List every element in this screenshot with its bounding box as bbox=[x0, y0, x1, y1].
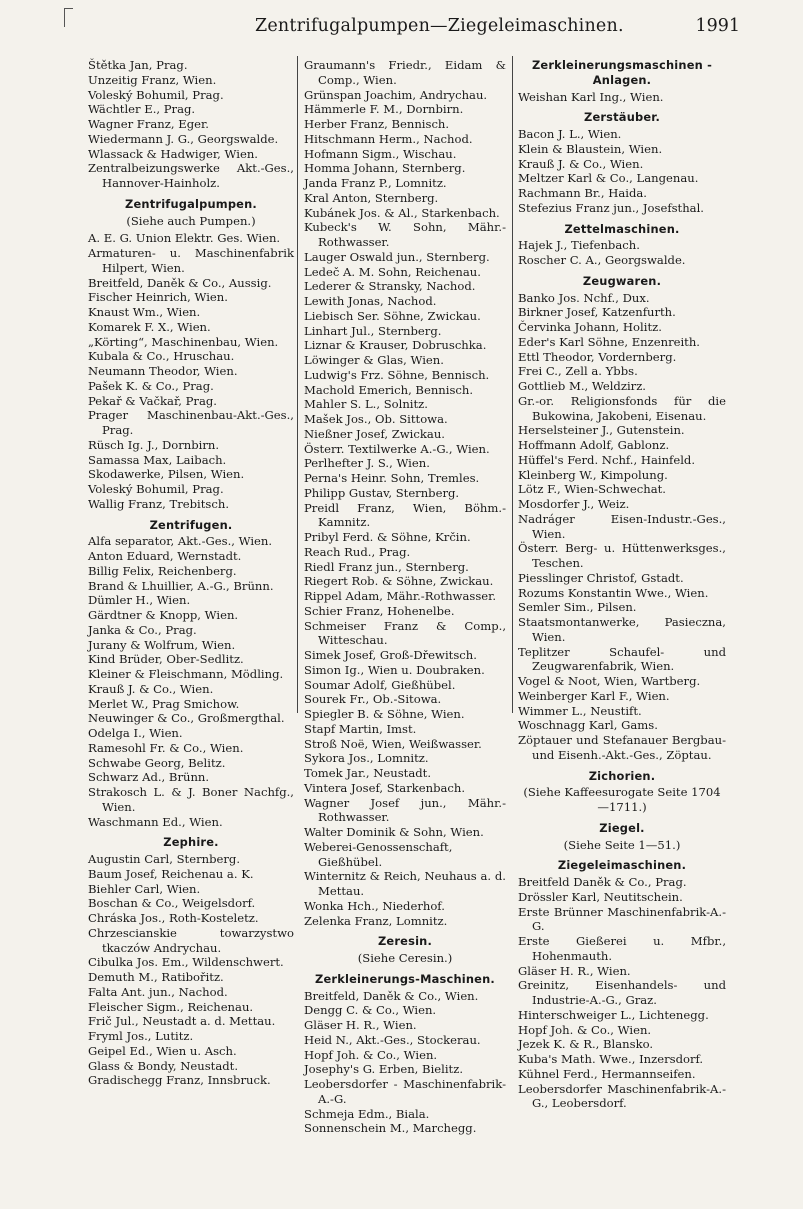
section-heading: Ziegel. bbox=[599, 820, 645, 835]
directory-entry: Klein & Blaustein, Wien. bbox=[518, 141, 663, 156]
section-cross-reference: (Siehe Seite 1—51.) bbox=[563, 837, 681, 852]
directory-entry: Armaturen- u. Maschinenfabrik Hilpert, Wien. bbox=[88, 246, 294, 275]
directory-entry: Leobersdorfer - Maschinenfabrik-A.-G. bbox=[304, 1077, 506, 1106]
directory-entry: Zentralbeizungswerke Akt.-Ges., Hannover-Hainholz. bbox=[88, 161, 294, 190]
directory-entry: Knaust Wm., Wien. bbox=[88, 305, 201, 319]
section-heading: Zeresin. bbox=[377, 934, 433, 949]
directory-entry: Philipp Gustav, Sternberg. bbox=[304, 485, 460, 500]
running-title: Zentrifugalpumpen—Ziegeleimaschinen. bbox=[255, 16, 624, 36]
directory-entry: Stapf Martin, Imst. bbox=[304, 721, 417, 736]
directory-entry: Perna's Heinr. Sohn, Tremles. bbox=[304, 471, 480, 485]
section-heading: Zerkleinerungs-Maschinen. bbox=[315, 971, 495, 986]
directory-entry: Hämmerle F. M., Dornbirn. bbox=[304, 102, 464, 117]
directory-entry: Herber Franz, Bennisch. bbox=[304, 117, 450, 131]
directory-entry: Rachmann Br., Haida. bbox=[518, 186, 647, 200]
directory-entry: Reach Rud., Prag. bbox=[304, 544, 411, 559]
directory-entry: Graumann's Friedr., Eidam & Comp., Wien. bbox=[304, 58, 506, 87]
directory-entry: Josephy's G. Erben, Bielitz. bbox=[304, 1062, 464, 1077]
section-cross-reference: (Siehe Kaffeesurogate Seite 1704—1711.) bbox=[523, 785, 721, 814]
directory-entry: Červinka Johann, Holitz. bbox=[518, 320, 662, 334]
directory-entry: Breitfeld Daněk & Co., Prag. bbox=[518, 875, 687, 889]
directory-entry: Schwarz Ad., Brünn. bbox=[88, 770, 210, 785]
directory-entry: Schwabe Georg, Belitz. bbox=[88, 755, 226, 770]
directory-entry: Kleinberg W., Kimpolung. bbox=[518, 467, 668, 482]
directory-entry: Brand & Lhuillier, A.-G., Brünn. bbox=[88, 578, 274, 593]
directory-entry: Lötz F., Wien-Schwechat. bbox=[518, 482, 666, 497]
directory-entry: Machold Emerich, Bennisch. bbox=[304, 382, 474, 397]
directory-entry: Ludwig's Frz. Söhne, Bennisch. bbox=[304, 367, 490, 382]
directory-entry: Wonka Hch., Niederhof. bbox=[304, 898, 445, 913]
directory-entry: Jezek K. & R., Blansko. bbox=[518, 1037, 654, 1052]
directory-entry: Kuba's Math. Wwe., Inzersdorf. bbox=[518, 1052, 704, 1066]
directory-entry: Chráska Jos., Roth-Kosteletz. bbox=[88, 911, 259, 925]
directory-entry: Schmeiser Franz & Comp., Witteschau. bbox=[304, 618, 506, 648]
directory-entry: Soumar Adolf, Gießhübel. bbox=[304, 677, 456, 692]
directory-entry: Pašek K. & Co., Prag. bbox=[88, 378, 214, 393]
directory-entry: Sykora Jos., Lomnitz. bbox=[304, 751, 429, 766]
directory-entry: Skodawerke, Pilsen, Wien. bbox=[88, 467, 245, 482]
directory-entry: Biehler Carl, Wien. bbox=[88, 881, 201, 896]
directory-entry: Simek Josef, Groß-Dřewitsch. bbox=[304, 648, 477, 662]
directory-entry: Mahler S. L., Solnitz. bbox=[304, 397, 428, 412]
directory-entry: Stroß Noë, Wien, Weißwasser. bbox=[304, 736, 482, 751]
directory-entry: Birkner Josef, Katzenfurth. bbox=[518, 305, 676, 320]
directory-entry: Tomek Jar., Neustadt. bbox=[304, 766, 432, 780]
directory-entry: Wächtler E., Prag. bbox=[88, 102, 196, 117]
directory-entry: Kubeck's W. Sohn, Mähr.-Rothwasser. bbox=[304, 220, 506, 249]
directory-entry: Bacon J. L., Wien. bbox=[518, 127, 622, 141]
directory-entry: Semler Sim., Pilsen. bbox=[518, 600, 637, 615]
page-corner-mark bbox=[64, 8, 73, 27]
directory-entry: „Körting“, Maschinenbau, Wien. bbox=[88, 334, 279, 349]
directory-entry: Meltzer Karl & Co., Langenau. bbox=[518, 171, 699, 186]
directory-entry: Erste Gießerei u. Mfbr., Hohenmauth. bbox=[518, 934, 726, 963]
section-heading: Zerstäuber. bbox=[583, 110, 661, 125]
directory-entry: Eder's Karl Söhne, Enzenreith. bbox=[518, 334, 700, 349]
directory-entry: Nadráger Eisen-Industr.-Ges., Wien. bbox=[518, 511, 726, 541]
directory-entry: Österr. Berg- u. Hüttenwerksges., Teschen. bbox=[518, 541, 726, 570]
directory-entry: Wagner Franz, Eger. bbox=[88, 117, 209, 131]
directory-entry: Preidl Franz, Wien, Böhm.-Kamnitz. bbox=[304, 500, 506, 530]
directory-entry: Anton Eduard, Wernstadt. bbox=[88, 549, 242, 563]
directory-entry: Jurany & Wolfrum, Wien. bbox=[88, 637, 236, 652]
section-heading: Zettelmaschinen. bbox=[564, 221, 680, 236]
directory-entry: Lewith Jonas, Nachod. bbox=[304, 294, 437, 308]
directory-entry: Drössler Karl, Neutitschein. bbox=[518, 889, 683, 904]
column-divider bbox=[297, 56, 298, 713]
directory-entry: Vintera Josef, Starkenbach. bbox=[304, 780, 466, 795]
directory-entry: Cibulka Jos. Em., Wildenschwert. bbox=[88, 955, 284, 970]
section-heading: Zerkleinerungsmaschinen - Anlagen. bbox=[531, 58, 713, 87]
directory-entry: Weishan Karl Ing., Wien. bbox=[518, 89, 664, 104]
directory-entry: Boschan & Co., Weigelsdorf. bbox=[88, 896, 256, 911]
directory-column-1 bbox=[88, 58, 294, 1088]
directory-entry: Mosdorfer J., Weiz. bbox=[518, 497, 630, 511]
directory-entry: Hoffmann Adolf, Gablonz. bbox=[518, 438, 670, 452]
directory-entry: Janka & Co., Prag. bbox=[88, 622, 197, 637]
directory-entry: Mašek Jos., Ob. Sittowa. bbox=[304, 412, 448, 426]
directory-entry: Schier Franz, Hohenelbe. bbox=[304, 603, 455, 618]
directory-entry: Rüsch Ig. J., Dornbirn. bbox=[88, 437, 220, 452]
directory-entry: Österr. Textilwerke A.-G., Wien. bbox=[304, 441, 490, 456]
directory-entry: Geipel Ed., Wien u. Asch. bbox=[88, 1043, 237, 1058]
directory-entry: Štětka Jan, Prag. bbox=[88, 58, 188, 72]
directory-entry: Winternitz & Reich, Neuhaus a. d. Mettau. bbox=[304, 869, 506, 898]
directory-entry: Rippel Adam, Mähr.-Rothwasser. bbox=[304, 589, 497, 603]
directory-entry: Lederer & Stransky, Nachod. bbox=[304, 279, 476, 294]
directory-entry: Stefezius Franz jun., Josefsthal. bbox=[518, 200, 704, 215]
directory-entry: Ettl Theodor, Vordernberg. bbox=[518, 349, 677, 364]
directory-entry: Fischer Heinrich, Wien. bbox=[88, 290, 228, 305]
directory-entry: Liznar & Krauser, Dobruschka. bbox=[304, 338, 487, 353]
directory-entry: Neuwinger & Co., Großmergthal. bbox=[88, 711, 285, 726]
section-heading: Zentrifugalpumpen. bbox=[125, 196, 257, 211]
directory-entry: Neumann Theodor, Wien. bbox=[88, 364, 238, 378]
directory-entry: Rozums Konstantin Wwe., Wien. bbox=[518, 585, 709, 600]
page-number: 1991 bbox=[695, 16, 740, 36]
directory-entry: Liebisch Ser. Söhne, Zwickau. bbox=[304, 308, 481, 323]
directory-entry: Grünspan Joachim, Andrychau. bbox=[304, 87, 488, 102]
directory-entry: Hüffel's Ferd. Nchf., Hainfeld. bbox=[518, 452, 696, 467]
section-heading: Zephire. bbox=[163, 835, 219, 850]
directory-entry: Piesslinger Christof, Gstadt. bbox=[518, 570, 684, 585]
directory-entry: Odelga I., Wien. bbox=[88, 726, 183, 740]
directory-entry: Baum Josef, Reichenau a. K. bbox=[88, 866, 254, 881]
directory-entry: Wiedermann J. G., Georgswalde. bbox=[88, 131, 279, 146]
section-cross-reference: (Siehe Ceresin.) bbox=[357, 951, 453, 965]
directory-entry: Gläser H. R., Wien. bbox=[304, 1018, 417, 1032]
directory-entry: A. E. G. Union Elektr. Ges. Wien. bbox=[88, 231, 281, 246]
section-heading: Zentrifugen. bbox=[149, 517, 233, 532]
directory-entry: Breitfeld, Daněk & Co., Wien. bbox=[304, 988, 479, 1003]
directory-entry: Heid N., Akt.-Ges., Stockerau. bbox=[304, 1032, 481, 1047]
directory-entry: Ledeč A. M. Sohn, Reichenau. bbox=[304, 264, 481, 279]
directory-entry: Löwinger & Glas, Wien. bbox=[304, 353, 444, 367]
directory-entry: Dengg C. & Co., Wien. bbox=[304, 1003, 437, 1018]
directory-entry: Simon Ig., Wien u. Doubraken. bbox=[304, 662, 485, 677]
directory-entry: Unzeitig Franz, Wien. bbox=[88, 72, 217, 87]
directory-entry: Weberei-Genossenschaft, Gießhübel. bbox=[304, 839, 453, 869]
directory-entry: Sourek Fr., Ob.-Sitowa. bbox=[304, 692, 442, 707]
directory-entry: Krauß J. & Co., Wien. bbox=[88, 681, 214, 696]
directory-entry: Pekař & Vačkař, Prag. bbox=[88, 393, 217, 408]
directory-entry: Waschmann Ed., Wien. bbox=[88, 814, 223, 829]
directory-entry: Kleiner & Fleischmann, Mödling. bbox=[88, 667, 284, 681]
directory-entry: Kind Brüder, Ober-Sedlitz. bbox=[88, 652, 244, 667]
directory-column-2 bbox=[304, 58, 506, 1136]
directory-entry: Linhart Jul., Sternberg. bbox=[304, 323, 442, 338]
directory-entry: Hajek J., Tiefenbach. bbox=[518, 238, 640, 253]
directory-entry: Frič Jul., Neustadt a. d. Mettau. bbox=[88, 1014, 276, 1029]
directory-entry: Hopf Joh. & Co., Wien. bbox=[518, 1022, 652, 1037]
directory-entry: Dümler H., Wien. bbox=[88, 593, 191, 608]
directory-entry: Wallig Franz, Trebitsch. bbox=[88, 496, 230, 511]
directory-entry: Hitschmann Herm., Nachod. bbox=[304, 131, 473, 146]
directory-entry: Gläser H. R., Wien. bbox=[518, 963, 631, 978]
directory-entry: Janda Franz P., Lomnitz. bbox=[304, 176, 447, 190]
directory-entry: Sonnenschein M., Marchegg. bbox=[304, 1121, 477, 1136]
directory-entry: Merlet W., Prag Smichow. bbox=[88, 696, 240, 711]
directory-entry: Greinitz, Eisenhandels- und Industrie-A.-G., Graz. bbox=[518, 978, 726, 1007]
directory-entry: Banko Jos. Nchf., Dux. bbox=[518, 290, 650, 305]
directory-entry: Perlhefter J. S., Wien. bbox=[304, 456, 430, 471]
directory-entry: Voleský Bohumil, Prag. bbox=[88, 87, 224, 102]
directory-entry: Homma Johann, Sternberg. bbox=[304, 161, 466, 176]
directory-entry: Teplitzer Schaufel- und Zeugwarenfabrik, Wien. bbox=[518, 644, 726, 674]
directory-entry: Wagner Josef jun., Mähr.-Rothwasser. bbox=[304, 795, 506, 825]
directory-entry: Herselsteiner J., Gutenstein. bbox=[518, 423, 685, 438]
directory-entry: Gottlieb M., Weldzirz. bbox=[518, 379, 646, 393]
directory-column-3 bbox=[518, 58, 726, 1111]
directory-entry: Roscher C. A., Georgswalde. bbox=[518, 253, 686, 267]
section-cross-reference: (Siehe auch Pumpen.) bbox=[126, 213, 256, 228]
directory-entry: Billig Felix, Reichenberg. bbox=[88, 563, 237, 578]
directory-entry: Komarek F. X., Wien. bbox=[88, 319, 211, 334]
directory-entry: Riegert Rob. & Söhne, Zwickau. bbox=[304, 574, 494, 589]
page-header bbox=[80, 16, 740, 40]
directory-entry: Woschnagg Karl, Gams. bbox=[518, 718, 658, 733]
directory-entry: Schmeja Edm., Biala. bbox=[304, 1106, 430, 1121]
directory-entry: Krauß J. & Co., Wien. bbox=[518, 156, 644, 171]
directory-entry: Kral Anton, Sternberg. bbox=[304, 190, 439, 205]
directory-entry: Falta Ant. jun., Nachod. bbox=[88, 984, 228, 999]
directory-entry: Fryml Jos., Lutitz. bbox=[88, 1029, 194, 1043]
directory-entry: Ramesohl Fr. & Co., Wien. bbox=[88, 740, 244, 755]
directory-entry: Riedl Franz jun., Sternberg. bbox=[304, 559, 469, 574]
directory-entry: Wlassack & Hadwiger, Wien. bbox=[88, 146, 258, 161]
directory-entry: Demuth M., Ratibořitz. bbox=[88, 970, 224, 984]
directory-entry: Hofmann Sigm., Wischau. bbox=[304, 146, 457, 161]
directory-entry: Glass & Bondy, Neustadt. bbox=[88, 1058, 238, 1073]
directory-entry: Augustin Carl, Sternberg. bbox=[88, 852, 241, 866]
directory-entry: Chrzescianskie towarzystwo tkaczów Andrychau. bbox=[88, 925, 294, 955]
directory-entry: Leobersdorfer Maschinenfabrik-A.-G., Leobersdorf. bbox=[518, 1081, 726, 1111]
directory-entry: Strakosch L. & J. Boner Nachfg., Wien. bbox=[88, 785, 294, 814]
directory-entry: Gr.-or. Religionsfonds für die Bukowina, Jakobeni, Eisenau. bbox=[518, 393, 726, 423]
directory-entry: Walter Dominik & Sohn, Wien. bbox=[304, 825, 484, 839]
section-heading: Zeugwaren. bbox=[582, 273, 662, 288]
section-heading: Zichorien. bbox=[588, 768, 656, 783]
section-heading: Ziegeleimaschinen. bbox=[557, 858, 687, 873]
directory-entry: Breitfeld, Daněk & Co., Aussig. bbox=[88, 275, 272, 290]
directory-entry: Weinberger Karl F., Wien. bbox=[518, 688, 670, 703]
directory-entry: Erste Brünner Maschinenfabrik-A.-G. bbox=[518, 904, 726, 934]
directory-entry: Zöptauer und Stefanauer Bergbau- und Eisenh.-Akt.-Ges., Zöptau. bbox=[518, 733, 726, 762]
directory-entry: Samassa Max, Laibach. bbox=[88, 452, 227, 467]
directory-entry: Vogel & Noot, Wien, Wartberg. bbox=[518, 674, 701, 688]
directory-entry: Wimmer L., Neustift. bbox=[518, 703, 642, 718]
directory-entry: Kühnel Ferd., Hermannseifen. bbox=[518, 1066, 696, 1081]
directory-entry: Spiegler B. & Söhne, Wien. bbox=[304, 707, 465, 721]
directory-entry: Gärdtner & Knopp, Wien. bbox=[88, 608, 239, 622]
directory-entry: Nießner Josef, Zwickau. bbox=[304, 426, 445, 441]
directory-entry: Voleský Bohumil, Prag. bbox=[88, 482, 224, 496]
directory-entry: Pribyl Ferd. & Söhne, Krčin. bbox=[304, 530, 471, 544]
directory-entry: Hinterschweiger L., Lichtenegg. bbox=[518, 1007, 709, 1022]
directory-entry: Frei C., Zell a. Ybbs. bbox=[518, 364, 638, 379]
directory-entry: Gradischegg Franz, Innsbruck. bbox=[88, 1073, 271, 1088]
directory-entry: Fleischer Sigm., Reichenau. bbox=[88, 999, 254, 1014]
column-divider bbox=[512, 56, 513, 713]
directory-entry: Lauger Oswald jun., Sternberg. bbox=[304, 249, 490, 264]
directory-entry: Zelenka Franz, Lomnitz. bbox=[304, 913, 448, 928]
directory-entry: Kubánek Jos. & Al., Starkenbach. bbox=[304, 205, 500, 220]
directory-entry: Staatsmontanwerke, Pasieczna, Wien. bbox=[518, 615, 726, 644]
directory-entry: Hopf Joh. & Co., Wien. bbox=[304, 1047, 438, 1062]
directory-entry: Alfa separator, Akt.-Ges., Wien. bbox=[88, 534, 273, 549]
directory-entry: Kubala & Co., Hruschau. bbox=[88, 349, 235, 364]
directory-entry: Prager Maschinenbau-Akt.-Ges., Prag. bbox=[88, 408, 294, 437]
